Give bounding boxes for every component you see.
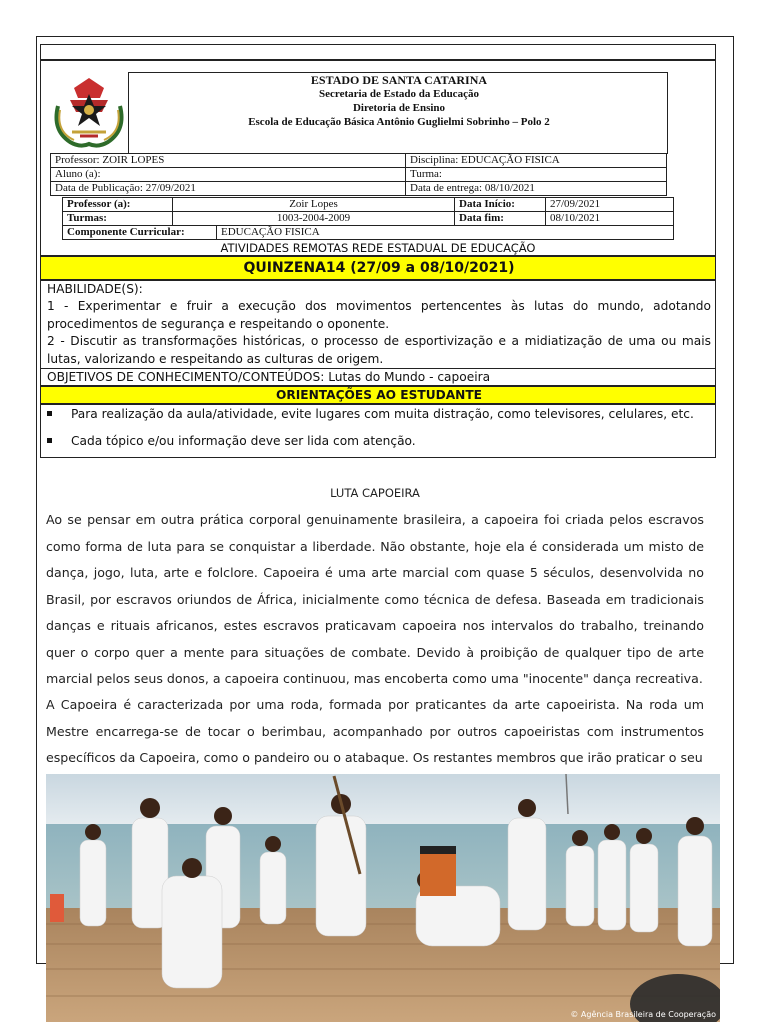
professor-field: Professor: ZOIR LOPES — [50, 153, 406, 168]
header-top-bar — [40, 44, 716, 60]
data-publicacao-field: Data de Publicação: 27/09/2021 — [50, 181, 406, 196]
inner-professor-label: Professor (a): — [62, 197, 173, 212]
data-fim-label: Data fim: — [454, 211, 546, 226]
turmas-value: 1003-2004-2009 — [172, 211, 455, 226]
inner-professor-value: Zoir Lopes — [172, 197, 455, 212]
disciplina-field: Disciplina: EDUCAÇÃO FISICA — [405, 153, 667, 168]
data-entrega-field: Data de entrega: 08/10/2021 — [405, 181, 667, 196]
header-state: ESTADO DE SANTA CATARINA — [310, 73, 488, 87]
bullet-square-icon — [47, 438, 52, 443]
quinzena-banner — [40, 256, 716, 280]
objetivos-row — [40, 368, 716, 386]
article-paragraph-1: Ao se pensar em outra prática corporal genuinamente brasileira, a capoeira foi criada pelos escravos como forma de luta para se conquistar a liberdade. Não obstante, hoje ela é considerada um misto de dança, jogo, luta, arte e folclore. Capoeira é uma arte marcial com quase 5 séculos, desenvolvida no Brasil, por escravos oriundos de África, inicialmente como técnica de defesa. Baseada em tradicionais danças e rituais africanos, estes escravos praticavam capoeira nos intervalos do trabalho, treinando quer o corpo quer a mente para situações de combate. Devido à proibição de qualquer tipo de arte marcial pelos seus donos, a capoeira continuou, mas encoberta como uma "inocente" dança recreativa. — [46, 512, 704, 686]
habilidade-item-2: 2 - Discutir as transformações históricas, o processo de esportivização e a midiatização de uma ou mais lutas, valorizando e respeitando as culturas de origem. — [47, 334, 711, 366]
habilidades-section — [40, 280, 716, 369]
orientacao-item-2: Cada tópico e/ou informação deve ser lida com atenção. — [71, 434, 416, 448]
data-inicio-value: 27/09/2021 — [545, 197, 674, 212]
habilidades-title: HABILIDADE(S): — [47, 282, 143, 296]
article-paragraph-2: A Capoeira é caracterizada por uma roda, formada por praticantes da arte capoeirista. Na roda um Mestre encarrega-se de tocar o berimbau, acompanhado por outros capoeiristas com instrumentos específicos da Capoeira, como o pandeiro ou o atabaque. Os restantes membros que irão praticar o seu — [46, 697, 704, 765]
quinzena-title: QUINZENA14 (27/09 a 08/10/2021) — [243, 260, 515, 276]
capoeira-photo — [46, 774, 720, 1022]
header-title-box — [128, 72, 668, 154]
photo-credit: © Agência Brasileira de Cooperação — [570, 1010, 716, 1019]
componente-label: Componente Curricular: — [62, 225, 217, 240]
aluno-field: Aluno (a): — [50, 167, 406, 182]
data-fim-value: 08/10/2021 — [545, 211, 674, 226]
turma-field: Turma: — [405, 167, 667, 182]
header-diretoria: Diretoria de Ensino — [352, 102, 446, 114]
orientacoes-list — [40, 404, 716, 458]
orientacao-item-1: Para realização da aula/atividade, evite lugares com muita distração, como televisores, celulares, etc. — [71, 407, 694, 421]
orientacoes-title: ORIENTAÇÕES AO ESTUDANTE — [276, 388, 482, 402]
objetivos-text: OBJETIVOS DE CONHECIMENTO/CONTEÚDOS: Lutas do Mundo - capoeira — [47, 370, 491, 384]
habilidade-item-1: 1 - Experimentar e fruir a execução dos movimentos pertencentes às lutas do mundo, adotando procedimentos de segurança e respeitando o oponente. — [47, 299, 711, 331]
atividades-remotas-heading: ATIVIDADES REMOTAS REDE ESTADUAL DE EDUCAÇÃO — [220, 241, 536, 255]
componente-value: EDUCAÇÃO FISICA — [216, 225, 674, 240]
header-secretaria: Secretaria de Estado da Educação — [319, 88, 479, 100]
article-title: LUTA CAPOEIRA — [330, 486, 420, 500]
data-inicio-label: Data Início: — [454, 197, 546, 212]
bullet-square-icon — [47, 411, 52, 416]
coat-of-arms-icon — [50, 72, 128, 152]
orientacoes-banner — [40, 386, 716, 404]
turmas-label: Turmas: — [62, 211, 173, 226]
header-escola: Escola de Educação Básica Antônio Guglielmi Sobrinho – Polo 2 — [248, 116, 550, 128]
